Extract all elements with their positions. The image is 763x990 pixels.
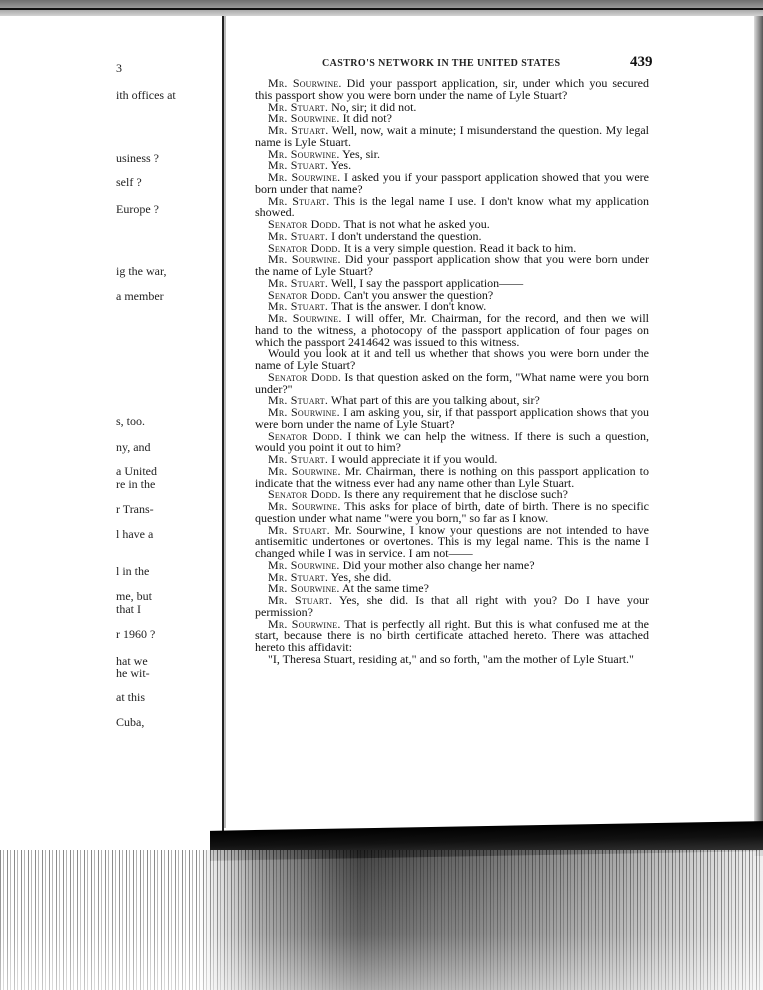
speaker-name: Senator Dodd.: [268, 240, 341, 255]
transcript-paragraph: [255, 172, 649, 196]
speaker-name: Mr. Sourwine.: [268, 463, 341, 478]
transcript-paragraph: [255, 193, 649, 220]
left-fragment: a member: [116, 289, 164, 303]
left-fragment: 3: [116, 61, 122, 75]
running-head: CASTRO'S NETWORK IN THE UNITED STATES: [322, 58, 561, 69]
left-fragment: self ?: [116, 175, 142, 189]
paragraph-text: It did not?: [339, 111, 392, 126]
paragraph-text: Yes, sir.: [339, 146, 380, 161]
speaker-name: Mr. Stuart.: [268, 123, 329, 137]
paragraph-text: Can't you answer the question?: [340, 287, 494, 302]
paragraph-text: Did your passport application show that you were born under the name of Lyle Stuart?: [255, 252, 649, 278]
left-fragment: ny, and: [116, 440, 151, 454]
transcript-paragraph: [255, 369, 649, 396]
paragraph-text: I am asking you, sir, if that passport application shows that you were born under the name of Lyle Stuart?: [255, 405, 649, 431]
speaker-name: Mr. Stuart.: [268, 275, 329, 290]
speaker-name: Mr. Sourwine.: [268, 311, 342, 325]
transcript-paragraph: [255, 348, 649, 372]
paragraph-text: Is that question asked on the form, "What name were you born under?": [255, 369, 649, 396]
speaker-name: Mr. Sourwine.: [268, 616, 341, 631]
scan-top-edge: [0, 8, 763, 10]
paragraph-text: That is the answer. I don't know.: [328, 299, 487, 314]
speaker-name: Mr. Stuart.: [268, 569, 329, 584]
speaker-name: Mr. Stuart.: [268, 158, 329, 173]
transcript-paragraph: [255, 254, 649, 278]
speaker-name: Senator Dodd.: [268, 369, 342, 384]
left-fragment: hat we: [116, 654, 148, 668]
transcript-paragraph: [255, 313, 649, 348]
paragraph-text: Well, I say the passport application——: [328, 275, 524, 290]
paragraph-text: Yes, she did. Is that all right with you? Do I have your permission?: [255, 593, 649, 619]
transcript-paragraph: [255, 463, 650, 490]
paragraph-text: Yes.: [328, 158, 352, 173]
paragraph-text: I asked you if your passport application showed that you were born under that name?: [255, 170, 649, 196]
left-fragment: at this: [116, 690, 145, 704]
paragraph-text: Well, now, wait a minute; I misunderstand the question. My legal name is Lyle Stuart.: [255, 123, 649, 149]
transcript-paragraph: [255, 407, 649, 431]
paragraph-text: That is not what he asked you.: [340, 217, 490, 231]
speaker-name: Mr. Stuart.: [268, 99, 329, 114]
speaker-name: Senator Dodd.: [268, 217, 341, 231]
speaker-name: Senator Dodd.: [268, 287, 341, 302]
left-fragment: Europe ?: [116, 202, 159, 216]
speaker-name: Mr. Sourwine.: [268, 581, 340, 596]
speaker-name: Mr. Stuart.: [268, 393, 329, 408]
transcript-paragraph: [255, 522, 649, 560]
speaker-name: Mr. Stuart.: [268, 299, 329, 314]
paragraph-text: Yes, she did.: [328, 569, 392, 584]
paragraph-text: Would you look at it and tell us whether that shows you were born under the name of Lyle Stuart?: [255, 346, 649, 372]
paragraph-text: That is perfectly all right. But this is what confused me at the start, because there is no birth certificate attached hereto. There was attached hereto this affidavit:: [255, 616, 649, 654]
speaker-name: Mr. Stuart.: [268, 193, 330, 208]
left-fragment: he wit-: [116, 666, 150, 680]
paragraph-text: This is the legal name I use. I don't know what my application showed.: [255, 193, 649, 220]
paragraph-text: Mr. Chairman, there is nothing on this passport application to indicate that the witness ever had any name other than Lyle Stuart.: [255, 463, 650, 490]
page-edge-shadow: [754, 16, 763, 856]
transcript-paragraph: [255, 616, 649, 654]
transcript-paragraph: [255, 651, 649, 666]
speaker-name: Mr. Sourwine.: [268, 499, 341, 513]
transcript-body: [255, 78, 649, 666]
speaker-name: Senator Dodd.: [268, 428, 343, 443]
left-fragment: a United: [116, 464, 157, 478]
paragraph-text: What part of this are you talking about, sir?: [328, 393, 540, 408]
left-fragment: r Trans-: [116, 502, 154, 516]
transcript-paragraph: [255, 125, 649, 149]
paragraph-text: I don't understand the question.: [328, 228, 482, 243]
paragraph-text: At the same time?: [339, 581, 429, 596]
paragraph-text: I think we can help the witness. If there is such a question, would you point it out to him?: [255, 428, 649, 455]
paragraph-text: Mr. Sourwine, I know your questions are not intended to have antisemitic undertones or overtones. This is my legal name. This is the name I changed while I was in service. I am not——: [255, 522, 649, 560]
paragraph-text: This asks for place of birth, date of birth. There is no specific question under what name "were you born," so far as I know.: [255, 499, 649, 525]
left-fragment: l in the: [116, 564, 150, 578]
speaker-name: Mr. Stuart.: [268, 593, 333, 607]
speaker-name: Mr. Stuart.: [268, 452, 329, 466]
transcript-paragraph: [255, 501, 649, 525]
speaker-name: Mr. Sourwine.: [268, 111, 340, 126]
paragraph-text: Did your mother also change her name?: [339, 557, 535, 572]
speaker-name: Mr. Sourwine.: [268, 76, 342, 90]
speaker-name: Mr. Sourwine.: [268, 146, 340, 161]
left-fragment: r 1960 ?: [116, 627, 156, 641]
speaker-name: Mr. Stuart.: [268, 228, 329, 243]
speaker-name: Mr. Sourwine.: [268, 557, 340, 572]
speaker-name: Mr. Sourwine.: [268, 170, 341, 184]
left-fragment: that I: [116, 602, 141, 616]
speaker-name: Mr. Sourwine.: [268, 405, 340, 419]
speaker-name: Senator Dodd.: [268, 487, 341, 502]
paragraph-text: Is there any requirement that he disclose such?: [340, 487, 568, 502]
left-fragment: me, but: [116, 589, 152, 603]
transcript-paragraph: [255, 428, 649, 455]
transcript-paragraph: [255, 78, 649, 102]
scan-bottom-fade: [0, 850, 763, 990]
left-fragment: l have a: [116, 527, 154, 541]
paragraph-text: It is a very simple question. Read it back to him.: [340, 240, 577, 255]
page-number: 439: [630, 54, 653, 70]
paragraph-text: I will offer, Mr. Chairman, for the record, and then we will hand to the witness, a photocopy of the passport application of four pages on which the passport 2414642 was issued to this witness.: [255, 311, 649, 349]
left-fragment: ig the war,: [116, 264, 167, 278]
paragraph-text: "I, Theresa Stuart, residing at," and so forth, "am the mother of Lyle Stuart.": [268, 651, 634, 666]
transcript-paragraph: [255, 595, 649, 619]
paragraph-text: Did your passport application, sir, under which you secured this passport show you were born under the name of Lyle Stuart?: [255, 76, 649, 102]
paragraph-text: I would appreciate it if you would.: [328, 452, 498, 466]
left-fragment: s, too.: [116, 414, 146, 428]
left-fragment: ith offices at: [116, 88, 176, 102]
left-fragment: re in the: [116, 477, 156, 491]
left-page: [0, 16, 224, 836]
speaker-name: Mr. Sourwine.: [268, 252, 341, 267]
paragraph-text: No, sir; it did not.: [328, 99, 417, 114]
left-fragment: usiness ?: [116, 151, 159, 165]
left-fragment: Cuba,: [116, 715, 145, 729]
speaker-name: Mr. Stuart.: [268, 522, 330, 537]
